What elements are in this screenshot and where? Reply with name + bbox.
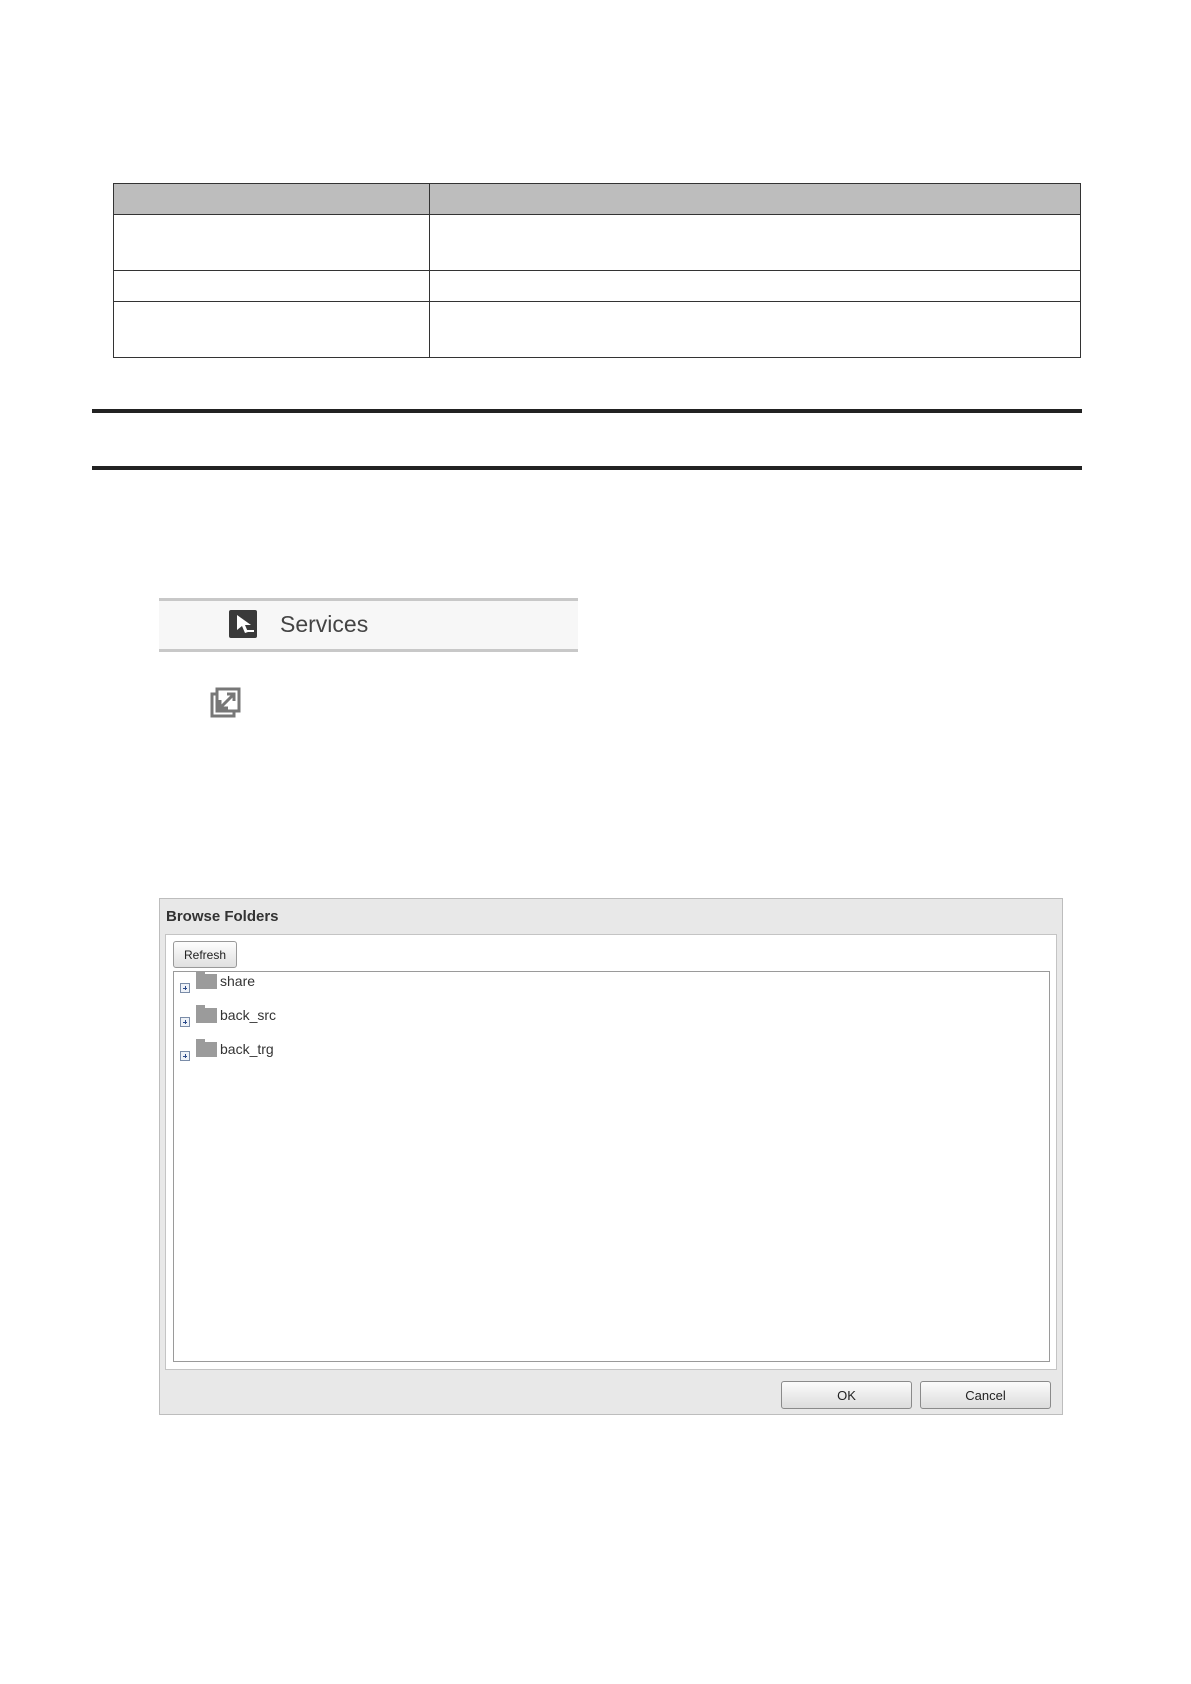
expand-node-icon[interactable] xyxy=(180,1051,190,1061)
folder-icon xyxy=(196,974,217,989)
folder-label: share xyxy=(220,973,256,989)
refresh-button[interactable]: Refresh xyxy=(173,941,237,968)
table-cell xyxy=(114,271,430,302)
dialog-title: Browse Folders xyxy=(166,908,279,925)
browse-folders-dialog xyxy=(159,898,1063,1415)
folder-label: back_trg xyxy=(220,1041,274,1057)
section-rule-top xyxy=(92,409,1082,413)
table-row xyxy=(114,302,1081,358)
folder-icon xyxy=(196,1008,217,1023)
table-cell xyxy=(114,215,430,271)
table-cell xyxy=(114,302,430,358)
section-rule-bottom xyxy=(92,466,1082,470)
ok-button[interactable]: OK xyxy=(781,1381,912,1409)
cancel-button[interactable]: Cancel xyxy=(920,1381,1051,1409)
table-header-row xyxy=(114,184,1081,215)
table-cell xyxy=(430,215,1081,271)
expand-node-icon[interactable] xyxy=(180,983,190,993)
expand-node-icon[interactable] xyxy=(180,1017,190,1027)
expand-arrows-icon[interactable] xyxy=(209,687,241,719)
folder-icon xyxy=(196,1042,217,1057)
services-icon xyxy=(229,610,257,638)
table-cell xyxy=(430,302,1081,358)
table-row xyxy=(114,215,1081,271)
settings-table xyxy=(113,183,1081,358)
folder-label: back_src xyxy=(220,1007,277,1023)
table-cell xyxy=(430,271,1081,302)
table-header-cell xyxy=(114,184,430,215)
services-nav-item[interactable] xyxy=(159,598,578,652)
table-row xyxy=(114,271,1081,302)
table-header-cell xyxy=(430,184,1081,215)
dialog-panel xyxy=(165,934,1057,1370)
folder-tree[interactable] xyxy=(173,971,1050,1362)
services-label: Services xyxy=(280,611,369,637)
